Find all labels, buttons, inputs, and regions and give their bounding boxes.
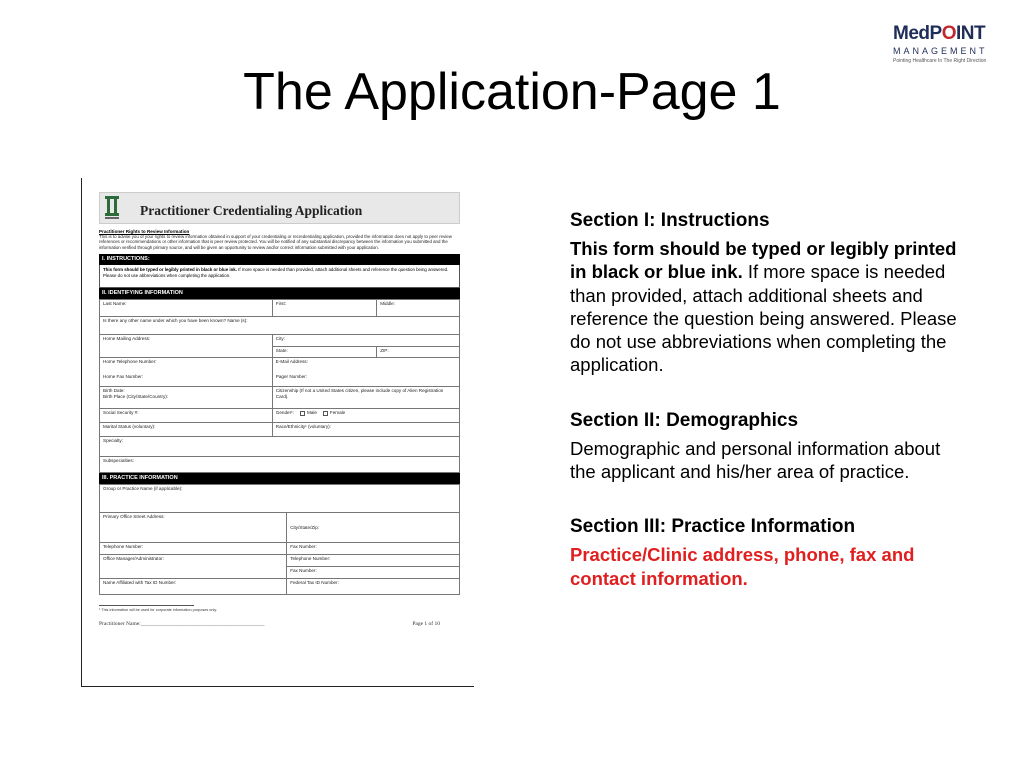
- field-other-name: Is there any other name under which you have been known? Name (s):: [100, 317, 460, 335]
- field-federal-tax-id: Federal Tax ID Number:: [287, 579, 460, 595]
- sections-text: [570, 209, 970, 590]
- field-city: City:: [272, 335, 459, 347]
- field-home-mailing: Home Mailing Address:: [100, 335, 273, 358]
- field-last-name: Last Name:: [100, 300, 273, 317]
- section-2-body: Demographic and personal information about the applicant and his/her area of practice.: [570, 437, 941, 483]
- gemini-emblem-icon: [104, 195, 120, 221]
- field-city-state-zip: City/State/Zip:: [287, 513, 460, 543]
- slide-title: The Application-Page 1: [243, 63, 781, 121]
- footer-practitioner-name: Practitioner Name:_____________________________________________: [99, 621, 265, 628]
- male-checkbox: [300, 411, 305, 416]
- field-fax: Fax Number:: [287, 543, 460, 555]
- footnote-divider: [99, 605, 194, 606]
- field-first: First:: [272, 300, 376, 317]
- form-title: Practitioner Credentialing Application: [140, 203, 363, 218]
- section-1-body: This form should be typed or legibly printed in black or blue ink. If more space is needed than provided, attach additional sheets and reference the question being answered. Please do not use abbreviations when completing the application.: [570, 238, 957, 376]
- field-birth: Birth Date: Birth Place (City/State/Country):: [100, 387, 273, 409]
- identifying-table: [99, 299, 460, 473]
- footnote-text: ¹ This information will be used for corporate information purposes only.: [99, 608, 218, 613]
- logo-subtitle: MANAGEMENT: [893, 46, 988, 56]
- rights-text: This is to advise you of your rights to review information obtained in support of your credentialing or recredentialing application, provided the information does not apply to peer review references or recommendations or other information that is peer review protected. You will be notified of any substantial discrepancy between the information you submitted and the information verified through primary source, and will be given an opportunity to review and/or correct information submitted with your application.: [99, 234, 452, 250]
- field-mgr-fax: Fax Number:: [287, 567, 460, 579]
- field-email-pager: E-Mail Address: Pager Number:: [272, 358, 459, 387]
- section-practice-bar: III. PRACTICE INFORMATION: [99, 473, 460, 484]
- section-2-heading: Section II: Demographics: [570, 409, 799, 431]
- form-header: [99, 192, 460, 224]
- practice-table: [99, 484, 460, 595]
- field-state: State:: [272, 347, 376, 358]
- field-ssn: Social Security #:: [100, 409, 273, 423]
- female-checkbox: [323, 411, 328, 416]
- field-telephone: Telephone Number:: [100, 543, 287, 555]
- section-1-heading: Section I: Instructions: [570, 210, 770, 231]
- logo-tagline: Pointing Healthcare In The Right Direction: [893, 58, 987, 64]
- field-race: Race/Ethnicity¹ (voluntary):: [272, 423, 459, 437]
- field-zip: ZIP:: [377, 347, 460, 358]
- section-instructions-bar: I. INSTRUCTIONS:: [99, 254, 460, 265]
- section-3-heading: Section III: Practice Information: [570, 516, 856, 538]
- section-3-body: Practice/Clinic address, phone, fax and contact information.: [570, 544, 915, 589]
- rights-title: Practitioner Rights to Review Information: [99, 229, 190, 234]
- footer-page-number: Page 1 of 10: [412, 621, 440, 628]
- field-middle: Middle:: [377, 300, 460, 317]
- field-citizenship: Citizenship (If not a United States citizen, please include copy of Alien Registration Card).: [272, 387, 459, 409]
- field-specialty: Specialty:: [100, 437, 460, 457]
- field-subspecialties: Subspecialties:: [100, 457, 460, 473]
- field-mgr-telephone: Telephone Number:: [287, 555, 460, 567]
- field-office-street: Primary Office Street Address:: [100, 513, 287, 543]
- field-marital: Marital Status (voluntary):: [100, 423, 273, 437]
- field-group-name: Group or Practice Name (if applicable):: [100, 485, 460, 513]
- form-page-image: [81, 178, 474, 687]
- section-identifying-bar: II. IDENTIFYING INFORMATION: [99, 288, 460, 299]
- form-footer: [99, 621, 460, 631]
- field-office-manager: Office Manager/Administrator:: [100, 555, 287, 579]
- logo-wordmark: MedPOINT: [893, 23, 986, 44]
- instructions-box: This form should be typed or legibly printed in black or blue ink. If more space is needed than provided, attach additional sheets and reference the question being answered. Please do not use abbreviations when completing the application.: [99, 265, 460, 288]
- field-name-tax-id: Name Affiliated with Tax ID Number:: [100, 579, 287, 595]
- field-gender: Gender¹: Male Female: [272, 409, 459, 423]
- field-home-phone-fax: Home Telephone Number: Home Fax Number:: [100, 358, 273, 387]
- medpoint-logo: [893, 24, 1003, 70]
